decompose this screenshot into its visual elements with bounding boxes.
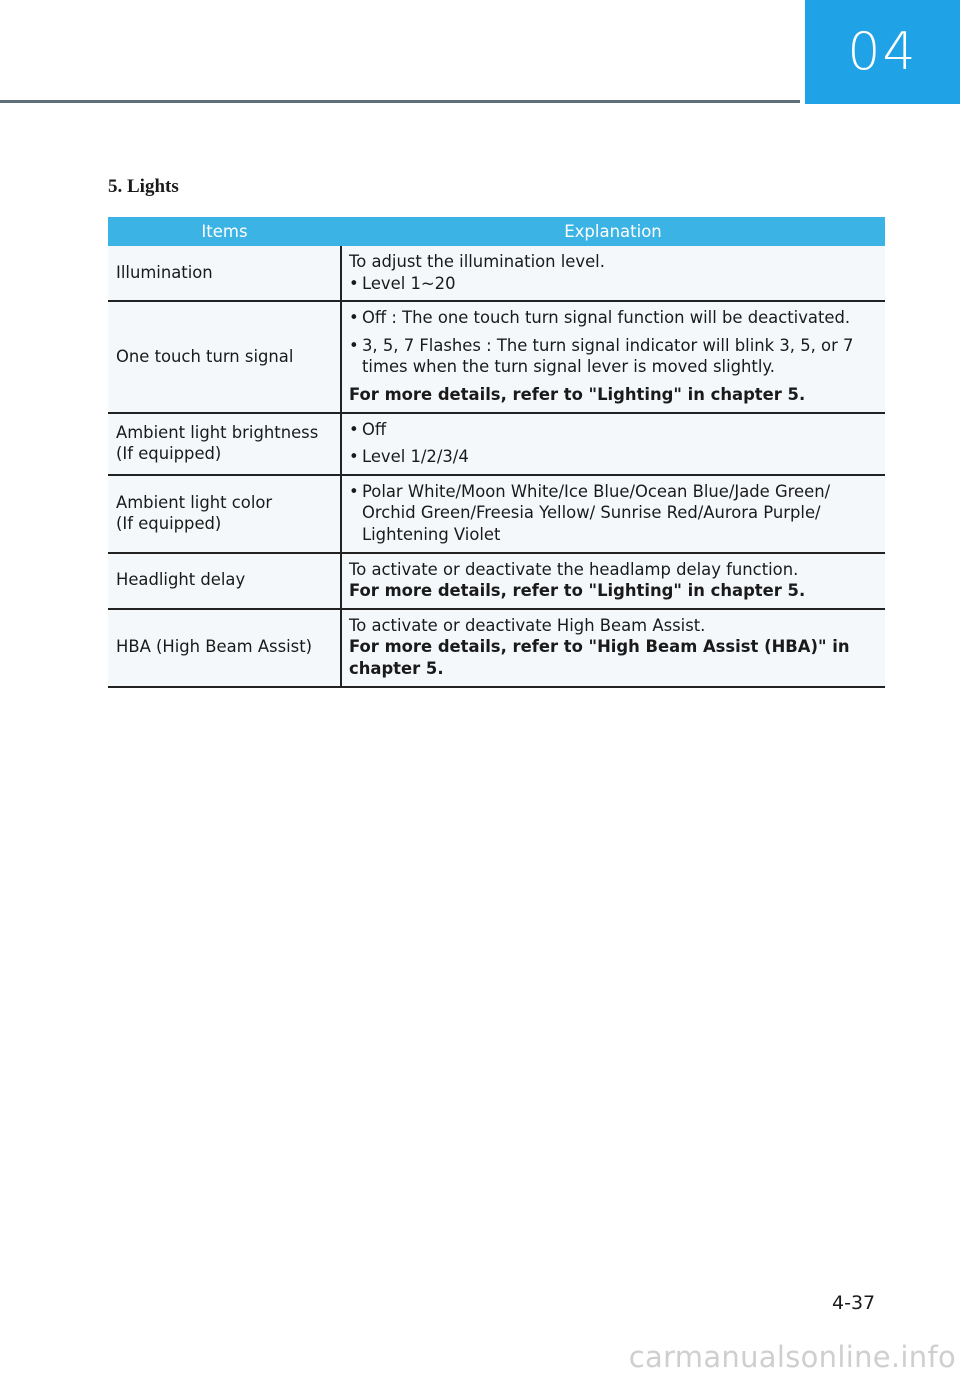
explanation-text: To activate or deactivate the headlamp delay function. (349, 559, 799, 579)
lights-table (108, 217, 885, 688)
table-row (108, 475, 885, 553)
item-cell: One touch turn signal (108, 301, 341, 412)
list-item (349, 419, 875, 441)
bullet-icon: • (349, 447, 359, 467)
item-cell (108, 413, 341, 475)
reference-note: For more details, refer to "Lighting" in chapter 5. (349, 384, 806, 404)
explanation-cell (341, 609, 885, 687)
item-qualifier: (If equipped) (116, 444, 222, 464)
list-item (349, 446, 875, 468)
table-row (108, 609, 885, 687)
explanation-text: To activate or deactivate High Beam Assist. (349, 615, 706, 635)
item-label: Ambient light brightness (116, 422, 319, 442)
item-qualifier: (If equipped) (116, 514, 222, 534)
section-title: 5. Lights (108, 176, 179, 197)
column-header-explanation: Explanation (341, 217, 885, 246)
item-cell (108, 475, 341, 553)
bullet-icon: • (349, 273, 359, 293)
list-item (349, 481, 875, 546)
explanation-cell (341, 301, 885, 412)
item-cell: Headlight delay (108, 553, 341, 609)
bullet-text: Off (362, 419, 387, 439)
item-cell: HBA (High Beam Assist) (108, 609, 341, 687)
item-label: Ambient light color (116, 492, 273, 512)
header-rule (0, 100, 800, 103)
explanation-cell (341, 553, 885, 609)
item-cell: Illumination (108, 246, 341, 301)
table-row (108, 301, 885, 412)
bullet-text: 3, 5, 7 Flashes : The turn signal indicator will blink 3, 5, or 7 times when the turn signal lever is moved slightly. (362, 335, 854, 377)
column-header-items: Items (108, 217, 341, 246)
table-row (108, 246, 885, 301)
reference-note: For more details, refer to "Lighting" in chapter 5. (349, 581, 806, 601)
bullet-icon: • (349, 308, 359, 328)
bullet-icon: • (349, 419, 359, 439)
reference-note: For more details, refer to "High Beam Assist (HBA)" in chapter 5. (349, 637, 850, 678)
table-header-row (108, 217, 885, 246)
list-item (349, 307, 875, 329)
watermark: carmanualsonline.info (628, 1340, 956, 1374)
explanation-cell (341, 475, 885, 553)
bullet-text: Off : The one touch turn signal function will be deactivated. (362, 308, 851, 328)
chapter-tab (805, 0, 960, 104)
list-item (349, 273, 875, 295)
bullet-text: Polar White/Moon White/Ice Blue/Ocean Blue/Jade Green/ Orchid Green/Freesia Yellow/ Sunrise Red/Aurora Purple/ Lightening Violet (362, 481, 831, 544)
table-row (108, 553, 885, 609)
page-number: 4-37 (832, 1292, 876, 1314)
bullet-text: Level 1~20 (362, 273, 456, 293)
explanation-cell (341, 246, 885, 301)
list-item (349, 335, 875, 378)
chapter-number: 04 (847, 22, 918, 82)
bullet-icon: • (349, 481, 359, 501)
explanation-cell (341, 413, 885, 475)
bullet-text: Level 1/2/3/4 (362, 447, 469, 467)
table-row (108, 413, 885, 475)
bullet-icon: • (349, 335, 359, 355)
explanation-text: To adjust the illumination level. (349, 252, 605, 271)
